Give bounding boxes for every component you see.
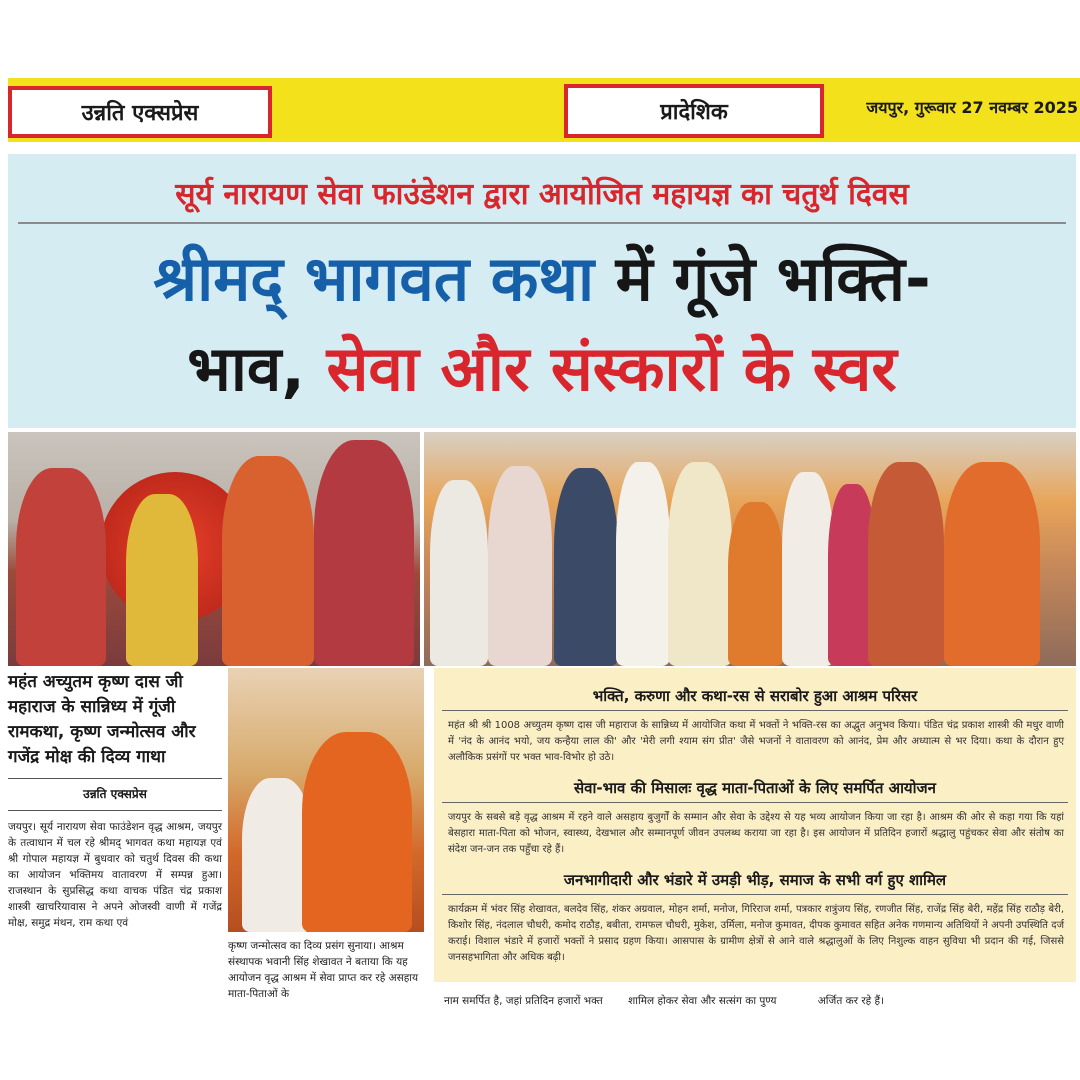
person-figure — [222, 456, 314, 666]
box-heading-1: भक्ति, करुणा और कथा-रस से सराबोर हुआ आश्रम परिसर — [592, 687, 918, 705]
article-body: जयपुर। सूर्य नारायण सेवा फाउंडेशन वृद्ध आश्रम, जयपुर के तत्वाधान में चल रहे श्रीमद् भागवत कथा महायज्ञ एवं श्री गोपाल महायज्ञ में बुधवार को चतुर्थ दिवस की कथा का आयोजन भक्तिमय वातावरण में सम्पन्न हुआ। राजस्थान के सुप्रसिद्ध कथा वाचक पंडित चंद्र प्रकाश शास्त्री खाचरियावास ने अपने ओजस्वी वाणी में गजेंद्र मोक्ष, समुद्र मंथन, राम कथा एवं — [8, 821, 222, 929]
box-heading-2: सेवा-भाव की मिसालः वृद्ध माता-पिताओं के लिए समर्पित आयोजन — [574, 779, 936, 797]
photo-kathavachak — [228, 668, 424, 932]
headline-black-2: भाव, — [187, 332, 327, 405]
person-figure — [430, 480, 488, 666]
box-divider — [442, 894, 1068, 895]
article-body-continued: कृष्ण जन्मोत्सव का दिव्य प्रसंग सुनाया। आश्रम संस्थापक भवानी सिंह शेखावत ने बताया कि यह आयोजन वृद्ध आश्रम में सेवा प्राप्त कर रहे असहाय माता-पिताओं के — [228, 940, 419, 1000]
person-figure — [488, 466, 552, 666]
headline-red: सेवा और संस्कारों के स्वर — [326, 332, 897, 405]
bottom-text-line — [444, 994, 1074, 1008]
box-divider — [442, 802, 1068, 803]
newspaper-name: उन्नति एक्सप्रेस — [81, 100, 199, 126]
box-heading-3: जनभागीदारी और भंडारे में उमड़ी भीड़, समाज के सभी वर्ग हुए शामिल — [563, 871, 947, 889]
person-figure — [782, 472, 834, 666]
headline-area — [8, 154, 1076, 428]
sub-headline: महंत अच्युतम कृष्ण दास जी महाराज के सान्निध्य में गूंजी रामकथा, कृष्ण जन्मोत्सव और गजेंद्र मोक्ष की दिव्य गाथा — [8, 672, 196, 767]
person-figure — [668, 462, 732, 666]
box-paragraph-1: महंत श्री श्री 1008 अच्युतम कृष्ण दास जी महाराज के सान्निध्य में आयोजित कथा में भक्तों ने भक्ति-रस का अद्भुत अनुभव किया। पंडित चंद्र प्रकाश शास्त्री की मधुर वाणी में 'नंद के आनंद भयो, जय कन्हैया लाल की' और 'मेरी लगी श्याम संग प्रीत' जैसे भजनों ने वातावरण को आनंद, प्रेम और अध्यात्म से भर दिया। कथा के दौरान हुए अलौकिक प्रसंगों पर भक्त भाव-विभोर हो उठे। — [448, 720, 1064, 763]
headline-blue: श्रीमद् भागवत कथा — [153, 242, 595, 315]
photo-women-group — [8, 432, 420, 666]
highlights-box — [434, 668, 1076, 982]
person-figure — [16, 468, 106, 666]
kicker-divider — [18, 222, 1066, 224]
bottom-text-part: शामिल होकर सेवा और सत्संग का पुण्य — [628, 995, 777, 1007]
brand-box — [8, 86, 272, 138]
bottom-text-part: नाम समर्पित है, जहां प्रतिदिन हजारों भक्त — [444, 995, 603, 1007]
main-headline — [20, 234, 1064, 414]
section-name: प्रादेशिक — [660, 99, 728, 125]
section-box — [564, 84, 824, 138]
left-column — [8, 670, 222, 931]
dateline: जयपुर, गुरूवार 27 नवम्बर 2025 — [866, 98, 1078, 117]
person-figure — [944, 462, 1040, 666]
person-figure — [728, 502, 784, 666]
kicker: सूर्य नारायण सेवा फाउंडेशन द्वारा आयोजित महायज्ञ का चतुर्थ दिवस — [175, 177, 909, 212]
bottom-text-part: अर्जित कर रहे हैं। — [817, 995, 885, 1007]
person-figure — [126, 494, 198, 666]
byline: उन्नति एक्सप्रेस — [83, 787, 147, 801]
column-divider — [8, 778, 222, 779]
box-paragraph-2: जयपुर के सबसे बड़े वृद्ध आश्रम में रहने वाले असहाय बुजुर्गों के सम्मान और सेवा के उद्देश्य से यह भव्य आयोजन किया जा रहा है। आश्रम की ओर से कहा गया कि यहां बेसहारा माता-पिता को भोजन, स्वास्थ्य, देखभाल और सम्मानपूर्ण जीवन उपलब्ध कराया जा रहा है। इस आयोजन में प्रतिदिन हजारों श्रद्धालु पहुंचकर सेवा और संतोष का संदेश जन-जन तक पहुँचा रहे हैं। — [448, 812, 1064, 855]
person-figure — [314, 440, 414, 666]
photo-guests-group — [424, 432, 1076, 666]
masthead — [8, 78, 1080, 142]
column-divider — [8, 810, 222, 811]
person-figure — [554, 468, 618, 666]
person-figure — [616, 462, 670, 666]
box-divider — [442, 710, 1068, 711]
headline-black-1: में गूंजे भक्ति- — [594, 242, 931, 315]
person-figure — [302, 732, 412, 932]
box-paragraph-3: कार्यक्रम में भंवर सिंह शेखावत, बलदेव सिंह, शंकर अग्रवाल, मोहन शर्मा, मनोज, गिरिराज शर्मा, पत्रकार शत्रुंजय सिंह, रणजीत सिंह, राजेंद्र सिंह बेरी, महेंद्र सिंह राठौड़ बेरी, किशोर सिंह, नंदलाल चौधरी, कमोद राठौड़, बबीता, रामफल चौधरी, मुकेश, उर्मिला, मनोज कुमावत, दीपक कुमावत सहित अनेक गणमान्य अतिथियों ने अपनी उपस्थिति दर्ज कराई। विशाल भंडारे में हजारों भक्तों ने प्रसाद ग्रहण किया। आसपास के ग्रामीण क्षेत्रों से आने वाले श्रद्धालुओं के लिए निशुल्क वाहन सुविधा भी प्रदान की गई, जिससे जनसहभागिता और अधिक बढ़ी। — [448, 904, 1064, 963]
person-figure — [868, 462, 944, 666]
